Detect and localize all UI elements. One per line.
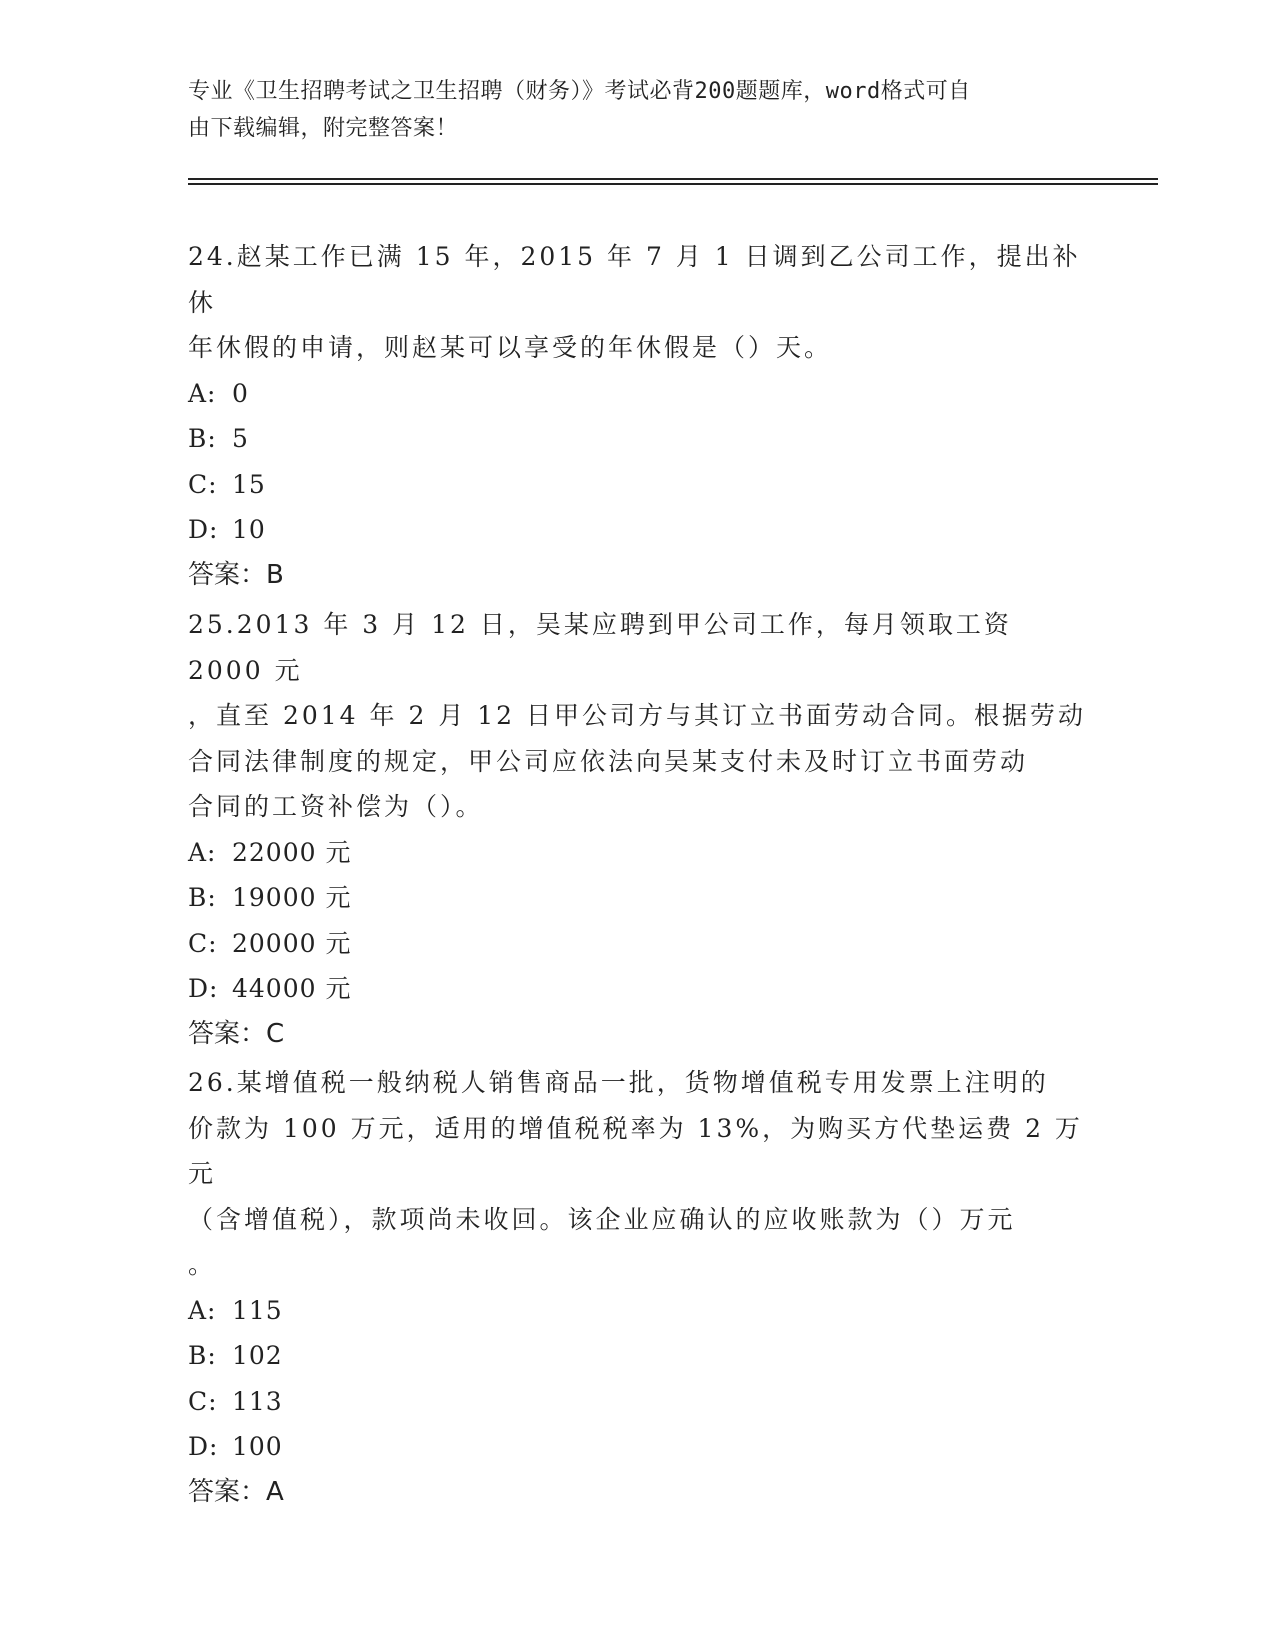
header-line-2: 由下载编辑，附完整答案！ bbox=[188, 116, 459, 141]
answer-label: 答案：C bbox=[188, 1018, 285, 1049]
option-d bbox=[188, 1424, 1088, 1470]
option-a bbox=[188, 830, 1088, 876]
option-key: A: bbox=[188, 1295, 217, 1325]
option-a bbox=[188, 1288, 1088, 1334]
header-divider-bottom bbox=[188, 183, 1158, 185]
stem-line: 合同法律制度的规定，甲公司应依法向吴某支付未及时订立书面劳动 bbox=[188, 746, 1029, 776]
option-text: 113 bbox=[232, 1386, 283, 1416]
option-list bbox=[188, 371, 1088, 553]
header-line-1: 专业《卫生招聘考试之卫生招聘（财务）》考试必背200题题库，word格式可自 bbox=[188, 79, 971, 104]
answer-label: 答案：B bbox=[188, 559, 284, 590]
option-text: 44000 元 bbox=[232, 974, 352, 1003]
option-key: A: bbox=[188, 378, 217, 408]
option-key: A: bbox=[188, 837, 217, 867]
option-text: 102 bbox=[232, 1341, 283, 1370]
option-text: 10 bbox=[232, 515, 266, 544]
answer-label: 答案：A bbox=[188, 1476, 284, 1507]
question-stem bbox=[188, 602, 1088, 830]
option-b bbox=[188, 416, 1088, 462]
option-key: D: bbox=[188, 974, 219, 1003]
option-text: 100 bbox=[232, 1432, 283, 1461]
stem-line: 25.2013 年 3 月 12 日，吴某应聘到甲公司工作，每月领取工资 2000 元 bbox=[188, 610, 1012, 685]
question-26 bbox=[188, 1060, 1088, 1515]
option-text: 5 bbox=[232, 424, 249, 453]
option-key: C: bbox=[188, 928, 218, 958]
option-text: 19000 元 bbox=[232, 883, 352, 912]
question-stem bbox=[188, 234, 1088, 371]
option-list bbox=[188, 830, 1088, 1012]
option-c bbox=[188, 1379, 1088, 1425]
option-text: 20000 元 bbox=[232, 928, 352, 958]
question-stem bbox=[188, 1060, 1088, 1288]
option-text: 115 bbox=[232, 1295, 283, 1325]
question-24 bbox=[188, 234, 1088, 598]
stem-line: ，直至 2014 年 2 月 12 日甲公司方与其订立书面劳动合同。根据劳动 bbox=[188, 701, 1087, 730]
option-key: B: bbox=[188, 1341, 217, 1370]
stem-line: （含增值税），款项尚未收回。该企业应确认的应收账款为（）万元 bbox=[188, 1204, 1016, 1234]
option-c bbox=[188, 921, 1088, 967]
option-list bbox=[188, 1288, 1088, 1470]
option-d bbox=[188, 966, 1088, 1012]
option-text: 0 bbox=[232, 378, 249, 408]
stem-line: 26.某增值税一般纳税人销售商品一批，货物增值税专用发票上注明的 bbox=[188, 1068, 1049, 1097]
option-key: D: bbox=[188, 1432, 219, 1461]
option-b bbox=[188, 1333, 1088, 1379]
option-key: B: bbox=[188, 883, 217, 912]
header-divider-top bbox=[188, 178, 1158, 180]
document-header bbox=[188, 73, 1068, 147]
option-c bbox=[188, 462, 1088, 508]
stem-line: 24.赵某工作已满 15 年，2015 年 7 月 1 日调到乙公司工作，提出补休 bbox=[188, 242, 1081, 317]
option-key: D: bbox=[188, 515, 219, 544]
question-25 bbox=[188, 602, 1088, 1057]
option-key: C: bbox=[188, 1386, 218, 1416]
option-key: B: bbox=[188, 424, 217, 453]
stem-line: 价款为 100 万元，适用的增值税税率为 13%，为购买方代垫运费 2 万元 bbox=[188, 1113, 1083, 1188]
option-a bbox=[188, 371, 1088, 417]
option-key: C: bbox=[188, 469, 218, 499]
stem-line: 年休假的申请，则赵某可以享受的年休假是（）天。 bbox=[188, 333, 833, 362]
option-d bbox=[188, 507, 1088, 553]
stem-line: 合同的工资补偿为（）。 bbox=[188, 792, 484, 821]
option-text: 15 bbox=[232, 469, 266, 499]
option-b bbox=[188, 875, 1088, 921]
stem-line: 。 bbox=[188, 1250, 217, 1279]
option-text: 22000 元 bbox=[232, 837, 352, 867]
